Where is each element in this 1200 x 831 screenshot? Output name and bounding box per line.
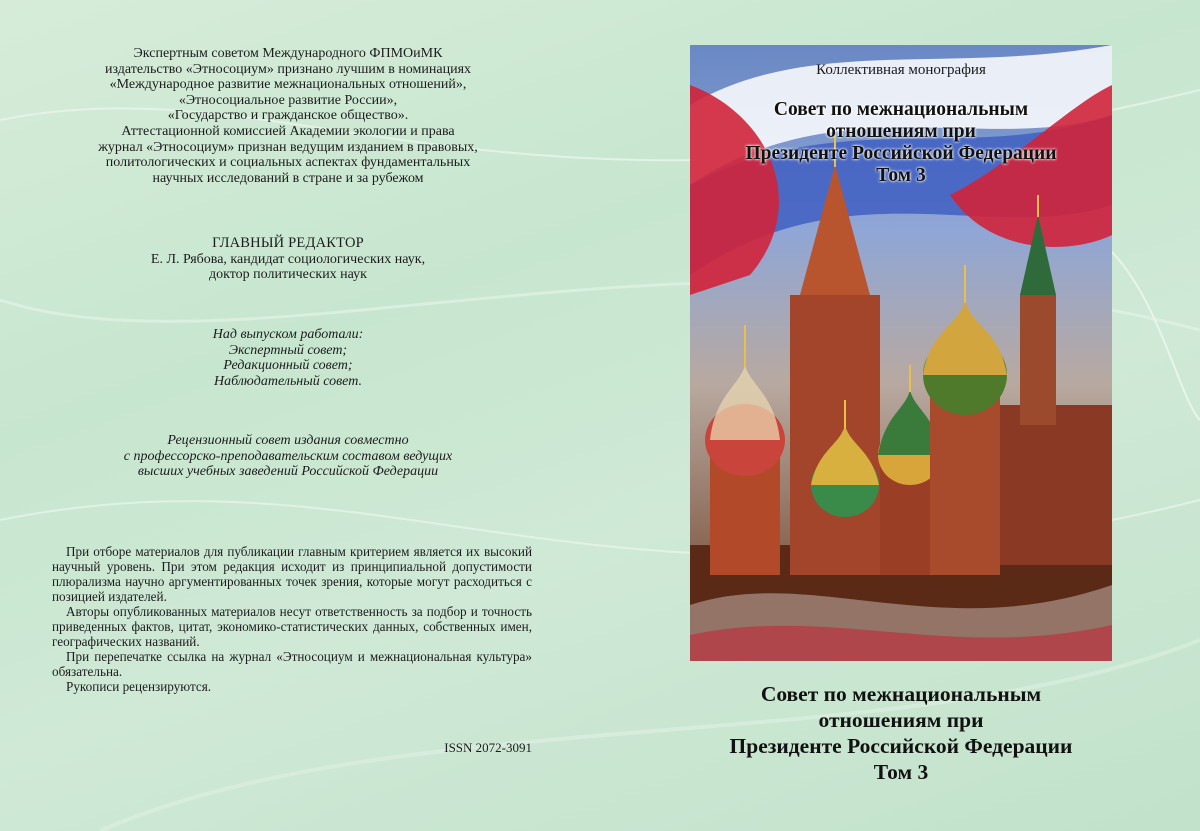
intro-line: журнал «Этносоциум» признан ведущим изданием в правовых, [98, 139, 478, 155]
editor-line: Е. Л. Рябова, кандидат социологических наук, [150, 251, 426, 267]
worked-line: Экспертный совет; [228, 342, 348, 358]
book-title-line: отношениям при [818, 708, 984, 732]
cover-title-line: отношениям при [826, 121, 976, 142]
intro-line: Экспертным советом Международного ФПМОиМК [133, 46, 443, 61]
review-block [40, 433, 536, 480]
cover-image [690, 45, 1112, 661]
cover-title-line: Совет по межнациональным [773, 99, 1029, 120]
intro-line: научных исследований в стране и за рубежом [152, 170, 424, 186]
review-line: с профессорско-преподавательским составом ведущих [123, 448, 453, 464]
cover-title-line: Том 3 [876, 165, 926, 186]
worked-line: Наблюдательный совет. [214, 373, 362, 389]
editor-block [40, 236, 536, 283]
review-line: Рецензионный совет издания совместно [167, 433, 409, 448]
worked-block [40, 327, 536, 389]
cover-kind: Коллективная монография [816, 62, 986, 78]
review-line: высших учебных заведений Российской Федерации [137, 464, 439, 480]
worked-line: Редакционный совет; [223, 358, 353, 374]
rules-block [52, 544, 532, 694]
book-title-line: Президенте Российской Федерации [729, 734, 1073, 758]
intro-line: политологических и социальных аспектах фундаментальных [105, 155, 471, 171]
intro-line: издательство «Этносоциум» признано лучшим в номинациях [104, 61, 472, 77]
book-title-line: Совет по межнациональным [760, 682, 1042, 706]
rules-paragraph: При отборе материалов для публикации главным критерием является их высокий научный уровень. При этом редакция исходит из принципиальной допустимости плюрализма научно аргументированных точек зрения, которые могут расходиться с позицией издателей. [52, 544, 532, 604]
editor-line: доктор политических наук [209, 267, 367, 283]
cover-title [690, 99, 1112, 187]
intro-line: Аттестационной комиссией Академии экологии и права [121, 123, 455, 139]
intro-line: «Этносоциальное развитие России», [178, 92, 398, 108]
worked-line: Над выпуском работали: [212, 327, 364, 342]
intro-line: «Международное развитие межнациональных отношений», [109, 77, 467, 93]
cover-title-line: Президенте Российской Федерации [745, 143, 1057, 164]
book-title-line: Том 3 [873, 760, 929, 784]
issn-number: ISSN 2072-3091 [444, 740, 532, 755]
rules-paragraph: Авторы опубликованных материалов несут ответственность за подбор и точность приведенных фактов, цитат, экономико-статистических данных, собственных имен, географических названий. [52, 604, 532, 649]
intro-block [40, 46, 536, 186]
rules-paragraph: При перепечатке ссылка на журнал «Этносоциум и межнациональная культура» обязательна. [52, 649, 532, 679]
book-title [690, 681, 1112, 785]
editor-heading: ГЛАВНЫЙ РЕДАКТОР [212, 235, 364, 251]
intro-line: «Государство и гражданское общество». [167, 108, 409, 124]
rules-paragraph: Рукописи рецензируются. [66, 679, 212, 694]
